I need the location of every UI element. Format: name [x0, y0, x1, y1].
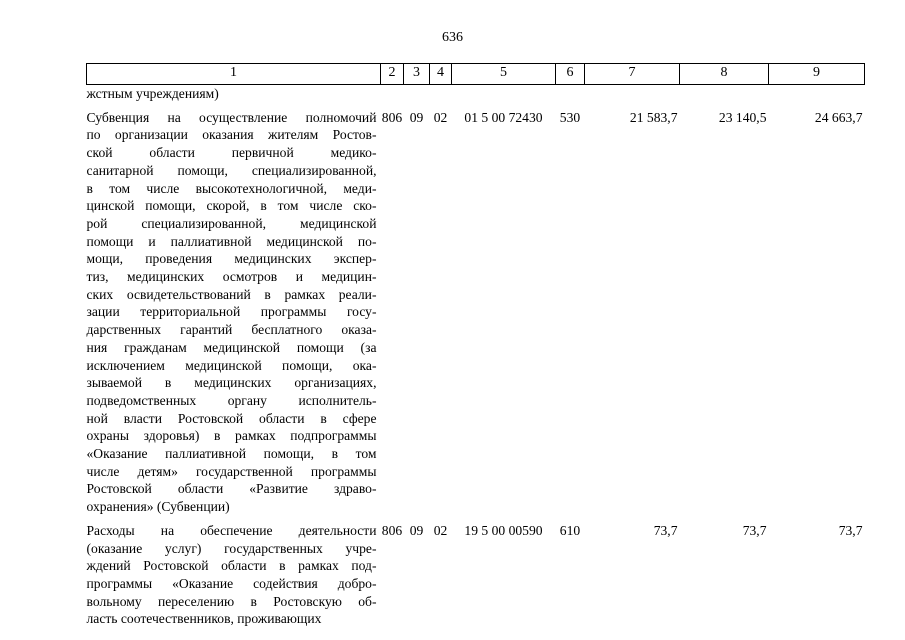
- cell-target-article: 19 5 00 00590: [464, 522, 543, 538]
- cell-amount-year2: 73,7: [742, 522, 767, 538]
- header-cell-7: 7: [585, 64, 680, 85]
- description-line: Субвенция на осуществление полномочий: [86, 109, 377, 125]
- header-cell-1: 1: [87, 64, 381, 85]
- description-line: мощи, проведения медицинских экспер-: [86, 251, 377, 267]
- description-line: исключением медицинской помощи, ока-: [86, 357, 377, 373]
- description-line: охраны здоровья) в рамках подпрограммы: [86, 428, 377, 444]
- cell-section: 09: [409, 522, 424, 538]
- cell-target-article: 01 5 00 72430: [464, 109, 543, 125]
- description-line: программы «Оказание содействия добро-: [86, 575, 377, 591]
- description-line: ния гражданам медицинской помощи (за: [86, 339, 377, 355]
- description-line: ской области первичной медико-: [86, 145, 377, 161]
- description-line: ласть соотечественников, проживающих: [86, 611, 322, 627]
- description-line: в том числе высокотехнологичной, меди-: [86, 180, 377, 196]
- description-line: ждений Ростовской области в рамках под-: [86, 558, 377, 574]
- description-line: зации территориальной программы госу-: [86, 304, 377, 320]
- row-description: [87, 522, 381, 628]
- description-line: ной власти Ростовской области в сфере: [86, 410, 377, 426]
- description-line: числе детям» государственной программы: [86, 463, 377, 479]
- description-line: санитарной помощи, специализированной,: [86, 162, 377, 178]
- cell-expense-type: 530: [559, 109, 581, 125]
- description-line: Расходы на обеспечение деятельности: [86, 522, 377, 538]
- header-cell-5: 5: [452, 64, 556, 85]
- header-cell-4: 4: [430, 64, 452, 85]
- header-cell-2: 2: [381, 64, 404, 85]
- cell-amount-year1: 73,7: [653, 522, 678, 538]
- description-line: дарственных гарантий бесплатного оказа-: [86, 322, 377, 338]
- table-row: [87, 522, 865, 628]
- header-cell-3: 3: [404, 64, 430, 85]
- header-cell-8: 8: [680, 64, 769, 85]
- cell-expense-type: 610: [559, 522, 581, 538]
- row-description: [87, 109, 381, 516]
- cell-ministry-code: 806: [381, 109, 403, 125]
- budget-table: [86, 63, 865, 628]
- cell-amount-year3: 24 663,7: [814, 109, 863, 125]
- description-line: подведомственных органу исполнитель-: [86, 392, 377, 408]
- description-line: «Оказание паллиативной помощи, в том: [86, 446, 377, 462]
- cell-ministry-code: 806: [381, 522, 403, 538]
- header-cell-6: 6: [556, 64, 585, 85]
- description-line: ских освидетельствований в рамках реали-: [86, 286, 377, 302]
- cell-amount-year3: 73,7: [838, 522, 863, 538]
- description-line: Ростовской области «Развитие здраво-: [86, 481, 377, 497]
- cell-subsection: 02: [433, 522, 448, 538]
- cell-section: 09: [409, 109, 424, 125]
- cell-amount-year2: 23 140,5: [718, 109, 767, 125]
- page-number: 636: [442, 30, 463, 45]
- cell-amount-year1: 21 583,7: [629, 109, 678, 125]
- description-line: (оказание услуг) государственных учре-: [86, 540, 377, 556]
- description-line: рой специализированной, медицинской: [86, 215, 377, 231]
- continuation-row: [87, 85, 865, 103]
- table-header-row: [87, 64, 865, 85]
- description-line: по организации оказания жителям Ростов-: [86, 127, 377, 143]
- description-line: помощи и паллиативной медицинской по-: [86, 233, 377, 249]
- description-line: тиз, медицинских осмотров и медицин-: [86, 269, 377, 285]
- table-row: [87, 109, 865, 516]
- header-cell-9: 9: [769, 64, 865, 85]
- description-line: охранения» (Субвенции): [86, 499, 230, 515]
- description-line: вольному переселению в Ростовскую об-: [86, 593, 377, 609]
- continuation-text: жстным учреждениям): [86, 86, 219, 101]
- description-line: зываемой в медицинских организациях,: [86, 375, 377, 391]
- description-line: цинской помощи, скорой, в том числе ско-: [86, 198, 377, 214]
- cell-subsection: 02: [433, 109, 448, 125]
